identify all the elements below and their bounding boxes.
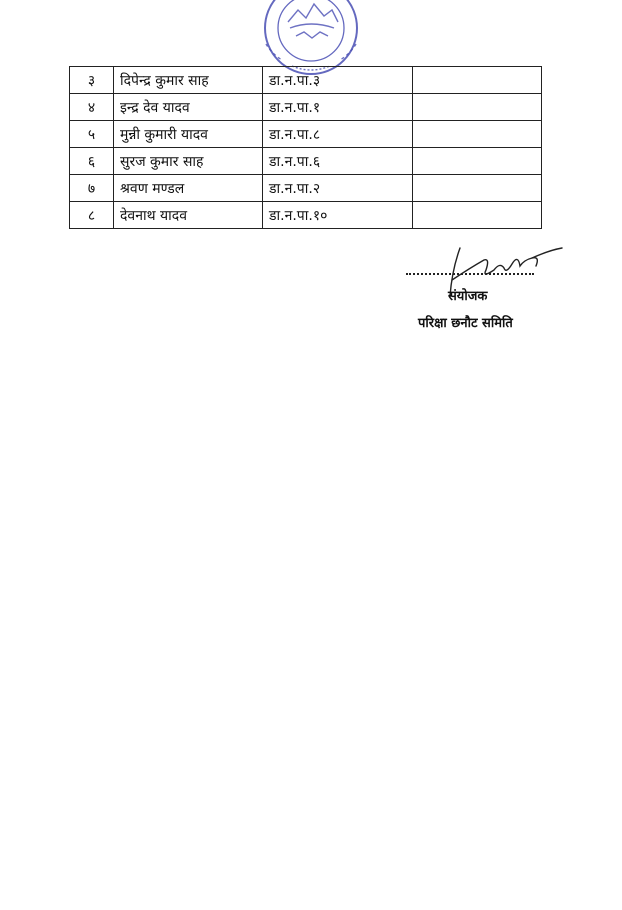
committee-name: परिक्षा छनौट समिति	[418, 316, 513, 331]
candidate-name: श्रवण मण्डल	[114, 175, 263, 202]
table-row	[70, 202, 542, 229]
signature-block	[400, 240, 570, 340]
serial-number: ३	[70, 67, 114, 94]
table-row	[70, 175, 542, 202]
remark-cell	[413, 202, 542, 229]
serial-number: ५	[70, 121, 114, 148]
signatory-title: संयोजक	[448, 289, 488, 304]
school-code: डा.न.पा.३	[263, 67, 413, 94]
serial-number: ७	[70, 175, 114, 202]
school-code: डा.न.पा.१०	[263, 202, 413, 229]
remark-cell	[413, 175, 542, 202]
school-code: डा.न.पा.२	[263, 175, 413, 202]
remark-cell	[413, 94, 542, 121]
table-row	[70, 94, 542, 121]
table-row	[70, 67, 542, 94]
school-code: डा.न.पा.१	[263, 94, 413, 121]
serial-number: ६	[70, 148, 114, 175]
signature-line	[406, 273, 534, 275]
candidate-table	[69, 66, 542, 229]
remark-cell	[413, 67, 542, 94]
table-row	[70, 121, 542, 148]
candidate-name: इन्द्र देव यादव	[114, 94, 263, 121]
serial-number: ८	[70, 202, 114, 229]
school-code: डा.न.पा.८	[263, 121, 413, 148]
candidate-name: दिपेन्द्र कुमार साह	[114, 67, 263, 94]
candidate-name: सुरज कुमार साह	[114, 148, 263, 175]
remark-cell	[413, 121, 542, 148]
serial-number: ४	[70, 94, 114, 121]
remark-cell	[413, 148, 542, 175]
candidate-name: मुन्नी कुमारी यादव	[114, 121, 263, 148]
school-code: डा.न.पा.६	[263, 148, 413, 175]
table-row	[70, 148, 542, 175]
candidate-name: देवनाथ यादव	[114, 202, 263, 229]
